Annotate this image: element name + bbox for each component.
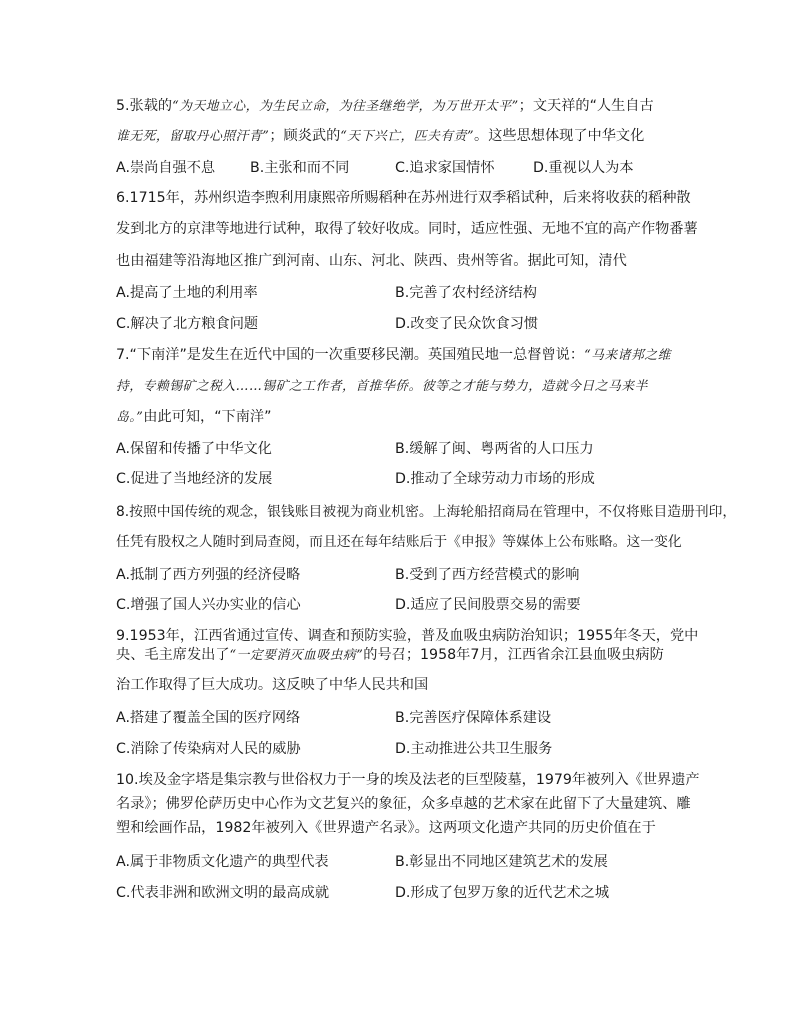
question-number: 10. (116, 772, 139, 788)
question-number: 8. (116, 504, 130, 520)
text: 由此可知，“下南洋” (143, 409, 272, 425)
question-9-line-3: 治工作取得了巨大成功。这反映了中华人民共和国 (116, 677, 429, 693)
question-8-line-2: 任凭有股权之人随时到局查阅，而且还在每年结账后于《申报》等媒体上公布账略。这一变化 (116, 534, 682, 550)
text: ；文天祥的“人生自古 (518, 98, 654, 114)
option-c: C.代表非洲和欧洲文明的最高成就 (116, 885, 330, 901)
option-c: C.增强了国人兴办实业的信心 (116, 597, 301, 613)
text: 埃及金字塔是集宗教与世俗权力于一身的埃及法老的巨型陵墓，1979年被列入《世界遗产 (138, 772, 700, 788)
option-c: C.追求家国情怀 (395, 160, 495, 176)
question-number: 5. (116, 98, 130, 114)
question-10-line-3: 塑和绘画作品，1982年被列入《世界遗产名录》。这两项文化遗产共同的历史价值在于 (116, 820, 656, 836)
question-7-line-2: 持，专赖锡矿之税入……锡矿之工作者，首推华侨。彼等之才能与势力，造就今日之马来半 (116, 379, 648, 394)
question-6-line-3: 也由福建等沿海地区推广到河南、山东、河北、陕西、贵州等省。据此可知，清代 (116, 253, 627, 269)
question-10-line-2: 名录》；佛罗伦萨历史中心作为文艺复兴的象征，众多卓越的艺术家在此留下了大量建筑、雕 (116, 796, 691, 812)
text: 。这些思想体现了中华文化 (474, 128, 645, 144)
option-a: A.抵制了西方列强的经济侵略 (116, 567, 301, 583)
option-c: C.促进了当地经济的发展 (116, 471, 273, 487)
question-6-line-2: 发到北方的京津等地进行试种，取得了较好收成。同时，适应性强、无地不宜的高产作物番薯 (116, 221, 698, 237)
text: “下南洋”是发生在近代中国的一次重要移民潮。英国殖民地一总督曾说： (129, 347, 585, 363)
quote-text: “一定要消灭血吸虫病” (229, 648, 364, 663)
question-5-line-1 (116, 96, 654, 117)
option-d: D.主动推进公共卫生服务 (395, 741, 553, 757)
question-9-line-2 (116, 645, 664, 666)
option-d: D.形成了包罗万象的近代艺术之城 (395, 885, 610, 901)
text: 1715年，苏州织造李煦利用康熙帝所赐稻种在苏州进行双季稻试种，后来将收获的稻种散 (129, 190, 691, 206)
text: 张载的 (129, 98, 173, 114)
quote-text: “天下兴亡，匹夫有责” (340, 129, 475, 144)
question-7-line-1 (116, 345, 671, 366)
option-c: C.解决了北方粮食问题 (116, 316, 259, 332)
question-5-line-2 (116, 126, 644, 147)
option-a: A.保留和传播了中华文化 (116, 441, 272, 457)
question-number: 6. (116, 190, 130, 206)
question-8-line-1 (116, 502, 736, 522)
question-9-line-1 (116, 626, 698, 646)
question-number: 9. (116, 628, 130, 644)
option-a: A.搭建了覆盖全国的医疗网络 (116, 710, 301, 726)
option-b: B.受到了西方经营模式的影响 (395, 567, 580, 583)
option-a: A.提高了土地的利用率 (116, 285, 258, 301)
option-b: B.完善了农村经济结构 (395, 285, 537, 301)
option-d: D.适应了民间股票交易的需要 (395, 597, 581, 613)
text: 央、毛主席发出了 (116, 647, 230, 663)
option-a: A.属于非物质文化遗产的典型代表 (116, 854, 329, 870)
option-d: D.重视以人为本 (533, 160, 634, 176)
option-c: C.消除了传染病对人民的威胁 (116, 741, 301, 757)
question-7-line-3 (116, 407, 271, 428)
question-6-line-1 (116, 188, 691, 208)
quote-text: 谁无死，留取丹心照汗青” (116, 129, 270, 144)
text: 1953年，江西省通过宣传、调查和预防实验，普及血吸虫病防治知识；1955年冬天，党中 (129, 628, 699, 644)
option-b: B.主张和而不同 (250, 160, 350, 176)
option-d: D.推动了全球劳动力市场的形成 (395, 471, 595, 487)
quote-text: “马来诸邦之维 (584, 348, 671, 363)
text: ；顾炎武的 (269, 128, 341, 144)
text: 的号召；1958年7月，江西省余江县血吸虫病防 (363, 647, 664, 663)
question-number: 7. (116, 347, 130, 363)
question-10-line-1 (116, 770, 700, 790)
option-b: B.缓解了闽、粤两省的人口压力 (395, 441, 594, 457)
option-a: A.崇尚自强不息 (116, 160, 216, 176)
option-b: B.彰显出不同地区建筑艺术的发展 (395, 854, 608, 870)
option-d: D.改变了民众饮食习惯 (395, 316, 539, 332)
option-b: B.完善医疗保障体系建设 (395, 710, 552, 726)
text: 按照中国传统的观念，银钱账目被视为商业机密。上海轮船招商局在管理中，不仅将账目造册刊印， (129, 504, 737, 520)
quote-text: “为天地立心，为生民立命，为往圣继绝学，为万世开太平” (172, 99, 519, 114)
quote-text: 岛。” (116, 410, 144, 425)
